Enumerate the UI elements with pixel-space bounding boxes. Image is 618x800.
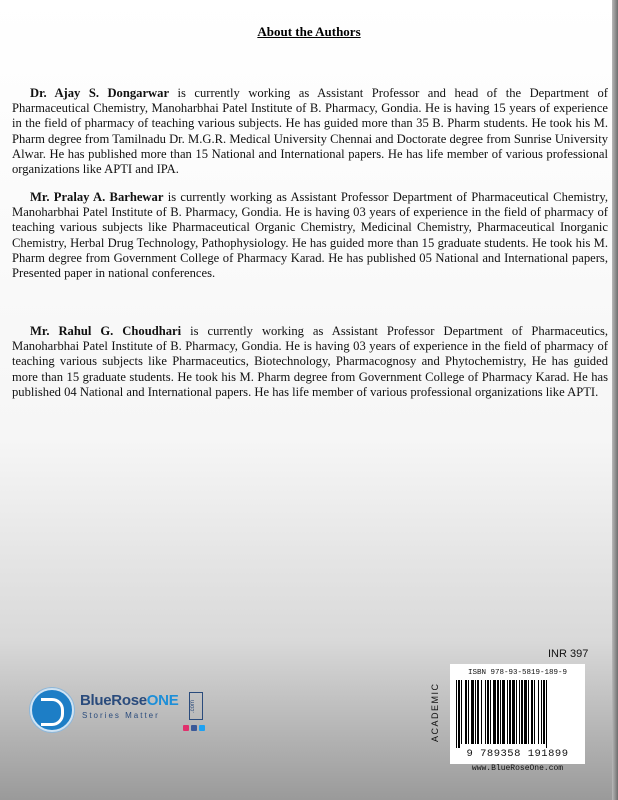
isbn-barcode-block	[450, 664, 585, 764]
author-name-2: Mr. Pralay A. Barhewar	[30, 190, 164, 204]
price-label: INR 397	[548, 648, 589, 660]
social-icons	[183, 725, 205, 731]
twitter-icon	[199, 725, 205, 731]
author-bio-2	[12, 190, 608, 281]
isbn-label: ISBN 978-93-5819-189-9	[467, 669, 568, 677]
instagram-icon	[183, 725, 189, 731]
publisher-domain-suffix: .com	[189, 692, 203, 720]
author-bio-text-3: is currently working as Assistant Professor Department of Pharmaceutics, Manoharbhai Patel Institute of B. Pharmacy, Gondia. He is having 03 years of experience in the field of pharmacy of teaching various subjects like Pharmaceutics, Biotechnology, Pharmacognosy and Phytochemistry, He has guided more than 15 graduate students. He took his M. Pharm degree from Government College of Pharmacy Karad. He has published 04 National and International papers. He has life member of various professional organizations like APTI.	[12, 324, 608, 399]
page-edge-shadow	[612, 0, 618, 800]
author-bio-1	[12, 86, 608, 177]
publisher-website: www.BlueRoseOne.com	[471, 764, 564, 773]
author-name-3: Mr. Rahul G. Choudhari	[30, 324, 182, 338]
author-bio-text-1: is currently working as Assistant Professor and head of the Department of Pharmaceutical Chemistry, Manoharbhai Patel Institute of B. Pharmacy, Gondia. He is having 15 years of experience in the field of pharmacy of teaching various subjects. He has guided more than 35 B. Pharm students. He took his M. Pharm degree from Tamilnadu Dr. M.G.R. Medical University Chennai and Doctorate degree from Sunrise University Alwar. He has published more than 15 National and International papers. He has life member of various professional organizations like APTI and IPA.	[12, 86, 608, 177]
publisher-name-part2: ONE	[146, 692, 179, 709]
publisher-logo	[30, 688, 220, 738]
publisher-name-part1: BlueRose	[80, 692, 147, 709]
category-label: ACADEMIC	[430, 682, 440, 742]
author-bio-text-2: is currently working as Assistant Professor Department of Pharmaceutical Chemistry, Manoharbhai Patel Institute of B. Pharmacy, Gondia. He is having 03 years of experience in the field of pharmacy of teaching various subjects like Pharmaceutical Organic Chemistry, Medicinal Chemistry, Pharmaceutical Inorganic Chemistry, Herbal Drug Technology, Pathophysiology. He has guided more than 15 graduate students. He took his M. Pharm degree from Government College of Pharmacy Karad. He has published 05 National and International papers, Presented paper in national conferences.	[12, 190, 608, 281]
publisher-name	[80, 692, 178, 709]
page-title: About the Authors	[257, 24, 361, 39]
author-bio-3	[12, 324, 608, 400]
author-name-1: Dr. Ajay S. Dongarwar	[30, 86, 170, 100]
publisher-logo-icon	[30, 688, 74, 732]
facebook-icon	[191, 725, 197, 731]
publisher-tagline: Stories Matter	[82, 711, 160, 720]
isbn-digits: 9 789358 191899	[466, 748, 569, 760]
barcode-icon	[456, 680, 579, 748]
